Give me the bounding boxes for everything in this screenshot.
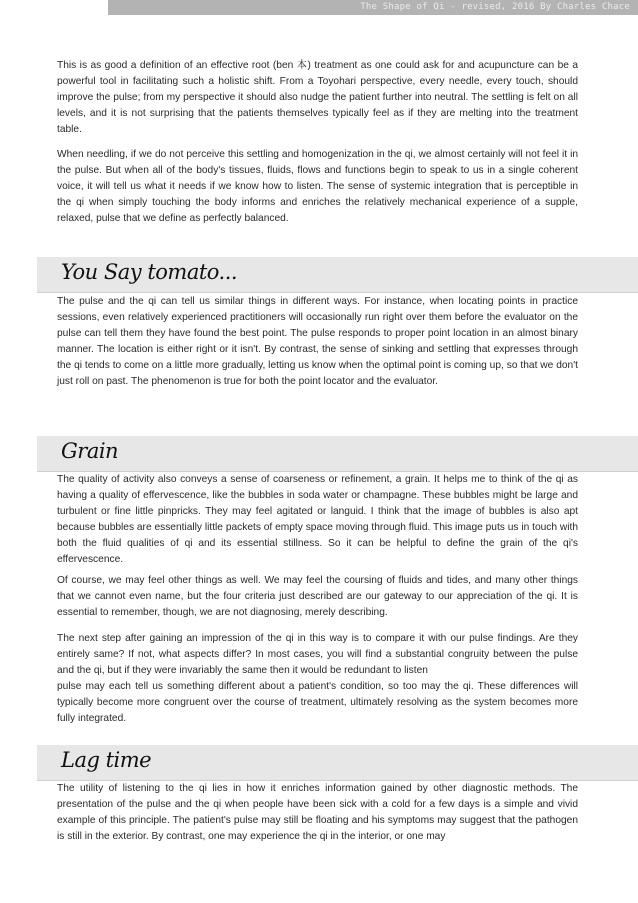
intro-paragraph-1: This is as good a definition of an effective root (ben 本) treatment as one could ask for and acupuncture can be a powerful tool in facilitating such a holistic shift. From a Toyohari perspective, every needle, every touch, should improve the pulse; from my perspective it should also nudge the patient further into neutral. The settling is felt on all levels, and it is not surprising that the patients themselves typically feel as if they are melting into the treatment table. (57, 60, 578, 135)
section-title: You Say tomato... (61, 260, 238, 284)
lag-time-paragraph: The utility of listening to the qi lies in how it enriches information gained by other diagnostic methods. The presentation of the pulse and the qi when people have been sick with a cold for a few days is a simple and vivid example of this principle. The patient's pulse may still be floating and his symptoms may suggest that the pathogen is still in the exterior. By contrast, one may experience the qi in the interior, or one may (57, 783, 578, 842)
section-heading-grain (37, 436, 638, 471)
section-heading-you-say-tomato (37, 257, 638, 292)
section-title: Lag time (61, 748, 152, 772)
grain-paragraph-1: The quality of activity also conveys a sense of coarseness or refinement, a grain. It helps me to think of the qi as having a quality of effervescence, like the bubbles in soda water or champagne. These bubbles might be large and turbulent or fine little pinpricks. They may feel agitated or languid. I think that the image of bubbles is also apt because bubbles are essentially little packets of empty space moving through fluid. This image puts us in touch with both the fluid qualities of qi and its essential stillness. So it can be helpful to define the grain of the qi's effervescence. (57, 474, 578, 565)
running-header-title: The Shape of Qi - revised, 2016 By Charles Chace (360, 2, 630, 12)
grain-paragraph-2: Of course, we may feel other things as well. We may feel the coursing of fluids and tides, and many other things that we cannot even name, but the four criteria just described are our gateway to our appreciation of the qi. It is essential to remember, though, we are not diagnosing, merely describing. (57, 575, 578, 618)
section-title: Grain (61, 439, 119, 463)
running-header-bar (108, 0, 638, 15)
section-heading-lag-time (37, 745, 638, 780)
section-divider (37, 292, 638, 293)
you-say-tomato-paragraph: The pulse and the qi can tell us similar things in different ways. For instance, when locating points in practice sessions, even relatively experienced practitioners will occasionally run right over them before the evaluator on the pulse can tell them they have found the best point. The pulse responds to proper point location in an almost binary manner. The location is either right or it isn't. By contrast, the sense of sinking and settling that expresses through the qi tends to come on a little more gradually, letting us know when the optimal point is coming up, so that we don't just roll on past. The phenomenon is true for both the point locator and the evaluator. (57, 296, 578, 387)
intro-paragraph-2: When needling, if we do not perceive this settling and homogenization in the qi, we almost certainly will not feel it in the pulse. But when all of the body's tissues, fluids, flows and functions begin to speak to us in a single coherent voice, it will tell us what it needs if we know how to listen. The sense of systemic integration that is perceptible in the qi when simply touching the body informs and enriches the relatively mechanical experience of a supple, relaxed, pulse that we define as perfectly balanced. (57, 149, 578, 224)
grain-paragraph-4: pulse may each tell us something different about a patient's condition, so too may the qi. These differences will typically become more congruent over the course of treatment, ultimately resolving as the system becomes more fully integrated. (57, 681, 578, 724)
grain-paragraph-3: The next step after gaining an impression of the qi in this way is to compare it with our pulse findings. Are they entirely same? If not, what aspects differ? In most cases, you will find a substantial congruity between the pulse and the qi, but if they were invariably the same then it would be redundant to listen (57, 633, 578, 676)
